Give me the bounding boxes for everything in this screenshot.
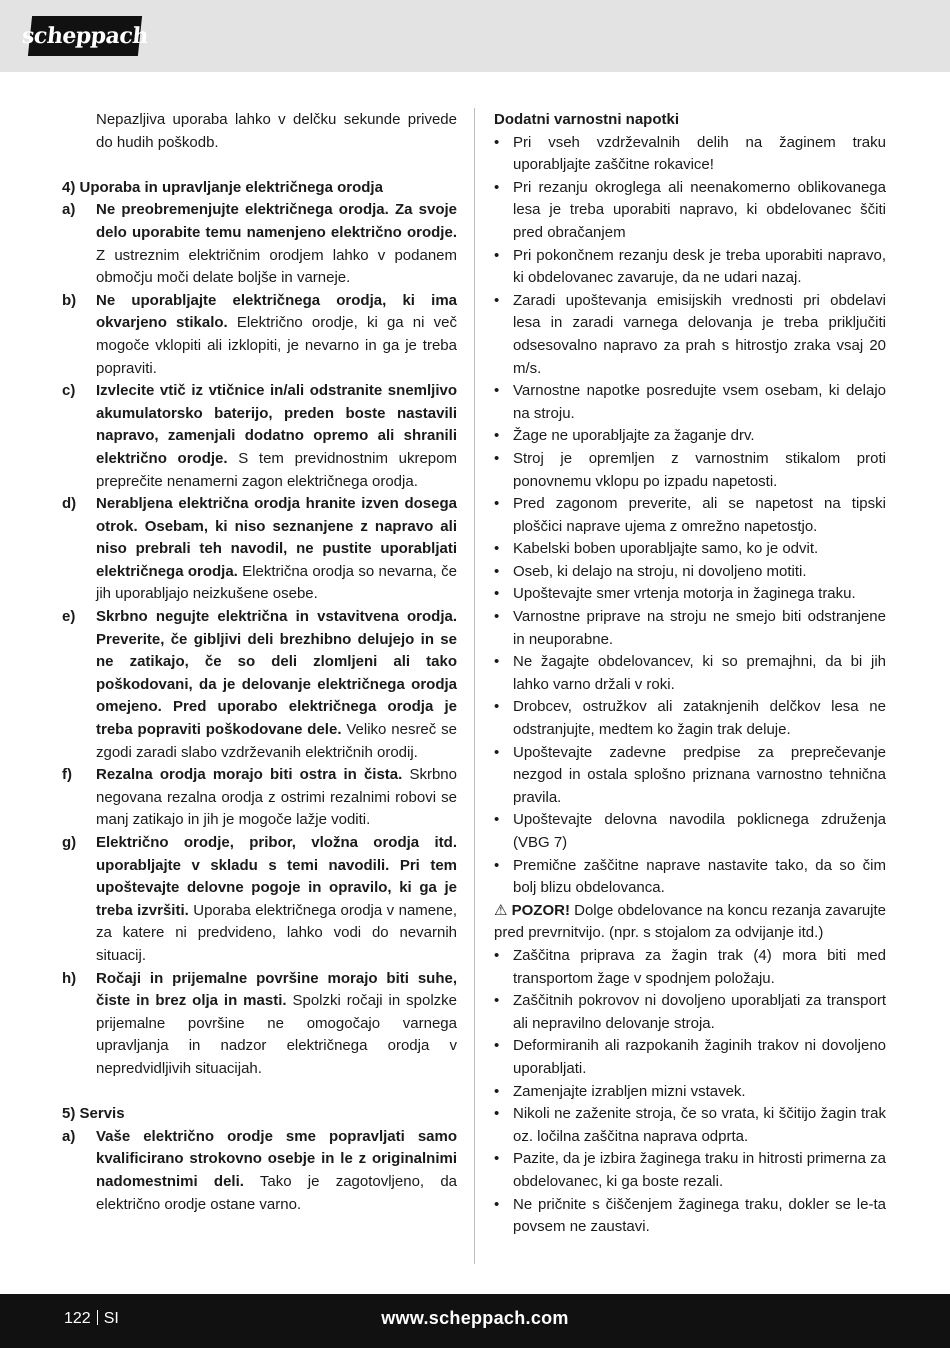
bullet-item (494, 290, 886, 380)
additional-safety-title: Dodatni varnostni napotki (494, 111, 680, 128)
instruction-item (62, 606, 457, 764)
item-text: Skrbno negovana rezalna orodja z ostrimi rezalnimi robovi se manj zatikajo in jih je mogoče lažje voditi. (96, 766, 457, 829)
item-bold-text: Električno orodje, pribor, vložna orodja itd. uporabljajte v skladu s temi navodili. Pri tem upoštevajte delovne pogoje in opravilo, ki ga je treba izvršiti. (96, 834, 457, 919)
bullet-dot-icon: • (494, 562, 500, 580)
item-letter: a) (62, 201, 76, 219)
section-4-list (62, 199, 457, 1080)
warning-label: POZOR! (511, 901, 570, 919)
bullet-item (494, 177, 886, 245)
instruction-item (62, 968, 457, 1081)
left-column (62, 109, 457, 1216)
bullet-item (494, 1148, 886, 1193)
bullet-text: Ne žagajte obdelovancev, ki so premajhni, da bi jih lahko varno držali v roki. (513, 653, 886, 693)
intro-paragraph: Nepazljiva uporaba lahko v delčku sekunde privede do hudih poškodb. (96, 111, 457, 151)
item-text: S tem previdnostnim ukrepom preprečite nenamerni zagon električnega orodja. (96, 449, 457, 490)
bullet-dot-icon: • (494, 653, 500, 671)
item-letter: a) (62, 1127, 76, 1145)
bullet-item (494, 809, 886, 854)
bullet-dot-icon: • (494, 1082, 500, 1100)
instruction-item (62, 380, 457, 493)
item-text: Električno orodje, ki ga ni več mogoče vklopiti ali izklopiti, je nevarno in ga je treba popraviti. (96, 314, 457, 377)
bullet-text: Upoštevajte smer vrtenja motorja in žaginega traku. (513, 585, 856, 603)
bullet-text: Stroj je opremljen z varnostnim stikalom proti ponovnemu vklopu po izpadu napetosti. (513, 449, 886, 490)
item-body (96, 606, 457, 764)
bullet-text: Pri vseh vzdrževalnih delih na žaginem traku uporabljajte zaščitne rokavice! (513, 133, 886, 174)
instruction-item (62, 493, 457, 606)
item-bold-text: Ročaji in prijemalne površine morajo biti suhe, čiste in brez olja in masti. (96, 969, 457, 1010)
item-text: Električna orodja so nevarna, če jih uporabljajo neizkušene osebe. (96, 562, 458, 603)
bullet-text: Zaradi upoštevanja emisijskih vrednosti pri obdelavi lesa in zaradi varnega delovanja je treba priključiti odsesovalno napravo za prah s hitrostjo zraka vsaj 20 m/s. (513, 291, 886, 377)
bullet-dot-icon: • (494, 291, 500, 309)
bullet-dot-icon: • (494, 178, 500, 196)
item-body (96, 290, 457, 380)
item-bold-text: Ne preobremenjujte električnega orodja. Za svoje delo uporabite temu namenjeno električno orodje. (96, 201, 457, 241)
bullet-item (494, 245, 886, 290)
bullet-dot-icon: • (494, 698, 500, 716)
bullet-item (494, 448, 886, 493)
safety-bullets-a (494, 132, 886, 900)
scheppach-logo: scheppach (28, 16, 142, 56)
item-bold-text: Nerabljena električna orodja hranite izven dosega otrok. Osebam, ki niso seznanjene z napravo ali niso prebrali teh navodil, ne pustite uporabljati električnega orodja. (96, 495, 457, 580)
item-bold-text: Skrbno negujte električna in vstavitvena orodja. Preverite, če gibljivi deli brezhibno delujejo in se ne zatikajo, če so deli zlomljeni ali tako poškodovani, da je delovanje električnega orodja omejeno. Pred uporabo električnega orodja je treba popraviti poškodovane dele. (96, 608, 457, 739)
bullet-dot-icon: • (494, 992, 500, 1010)
item-letter: h) (62, 969, 77, 987)
item-letter: e) (62, 608, 76, 626)
bullet-dot-icon: • (494, 495, 500, 513)
item-letter: f) (62, 766, 72, 784)
page-number-value: 122 (64, 1310, 91, 1327)
bullet-text: Pazite, da je izbira žaginega traku in hitrosti primerna za obdelovanec, ki ga boste rezali. (513, 1150, 886, 1190)
bullet-dot-icon: • (494, 382, 500, 400)
bullet-item (494, 1035, 886, 1080)
warning-text: Dolge obdelovance na koncu rezanja zavarujte pred prevrnitvijo. (npr. s stojalom za odvijanje itd.) (494, 901, 887, 942)
section-5-list (62, 1126, 457, 1216)
item-text: Tako je zagotovljeno, da električno orodje ostane varno. (96, 1172, 457, 1213)
bullet-dot-icon: • (494, 946, 500, 964)
bullet-item (494, 561, 886, 584)
bullet-item (494, 945, 886, 990)
item-bold-text: Rezalna orodja morajo biti ostra in čista. (96, 766, 403, 784)
item-text: Z ustreznim električnim orodjem lahko v podanem območju moči delate boljše in varneje. (96, 246, 457, 287)
bullet-text: Žage ne uporabljajte za žaganje drv. (513, 427, 755, 445)
item-letter: c) (62, 382, 76, 400)
warning-paragraph (494, 900, 886, 945)
section-4-title: 4) Uporaba in upravljanje električnega orodja (62, 178, 383, 196)
bullet-item (494, 855, 886, 900)
instruction-item (62, 764, 457, 832)
bullet-dot-icon: • (494, 449, 500, 467)
instruction-item (62, 199, 457, 289)
item-bold-text: Vaše električno orodje sme popravljati samo kvalificirano strokovno osebje in le z originalnimi nadomestnimi deli. (96, 1127, 457, 1190)
section-5-title: 5) Servis (62, 1105, 125, 1123)
bullet-text: Upoštevajte zadevne predpise za preprečevanje nezgod in ostala splošno priznana varnostno tehnična pravila. (513, 743, 886, 806)
bullet-dot-icon: • (494, 608, 500, 626)
bullet-dot-icon: • (494, 1105, 500, 1123)
item-letter: g) (62, 834, 77, 851)
bullet-text: Zaščitna priprava za žagin trak (4) mora biti med transportom žage v spodnjem položaju. (513, 946, 886, 987)
bullet-dot-icon: • (494, 1037, 500, 1055)
bullet-text: Zamenjajte izrabljen mizni vstavek. (513, 1082, 746, 1100)
bullet-dot-icon: • (494, 1195, 500, 1213)
bullet-item (494, 696, 886, 741)
bullet-dot-icon: • (494, 743, 500, 761)
bullet-dot-icon: • (494, 427, 500, 445)
instruction-item (62, 1126, 457, 1216)
warning-triangle-icon: ⚠ (494, 901, 508, 919)
bullet-text: Zaščitnih pokrovov ni dovoljeno uporabljati za transport ali nepravilno delovanje stroja. (513, 992, 886, 1032)
column-divider (474, 108, 475, 1264)
right-column (494, 109, 886, 1239)
bullet-text: Deformiranih ali razpokanih žaginih trakov ni dovoljeno uporabljati. (513, 1037, 886, 1077)
bullet-text: Pred zagonom preverite, ali se napetost na tipski ploščici naprave ujema z omrežno napetostjo. (513, 495, 886, 535)
item-body (96, 199, 457, 289)
bullet-item (494, 425, 886, 448)
bullet-item (494, 990, 886, 1035)
item-text: Spolzki ročaji in spolzke prijemalne površine ne omogočajo varnega upravljanja in nadzor električnega orodja v nepredvidljivih situacijah. (96, 992, 457, 1077)
bullet-text: Drobcev, ostružkov ali zataknjenih delčkov lesa ne odstranjujte, medtem ko žagin trak deluje. (513, 698, 886, 739)
bullet-text: Oseb, ki delajo na stroju, ni dovoljeno motiti. (513, 562, 807, 580)
bullet-dot-icon: • (494, 811, 500, 829)
bullet-text: Ne pričnite s čiščenjem žaginega traku, dokler se le-ta povsem ne zaustavi. (513, 1195, 886, 1236)
item-body (96, 493, 457, 606)
header-band (0, 0, 950, 72)
bullet-text: Nikoli ne zaženite stroja, če so vrata, ki ščitijo žagin trak oz. ločilna zaščitna naprava odprta. (513, 1105, 886, 1145)
bullet-dot-icon: • (494, 1150, 500, 1168)
website-url: www.scheppach.com (381, 1308, 569, 1328)
bullet-item (494, 1194, 886, 1239)
bullet-text: Varnostne priprave na stroju ne smejo biti odstranjene in neuporabne. (513, 608, 886, 648)
item-body (96, 380, 457, 493)
bullet-text: Pri rezanju okroglega ali neenakomerno oblikovanega lesa je treba uporabiti napravo, ki obdelovanec ščiti pred obračanjem (513, 178, 886, 241)
bullet-item (494, 380, 886, 425)
bullet-dot-icon: • (494, 585, 500, 603)
item-body (96, 832, 457, 968)
safety-bullets-b (494, 945, 886, 1239)
bullet-item (494, 583, 886, 606)
footer-band (0, 1294, 950, 1348)
instruction-item (62, 290, 457, 380)
instruction-item (62, 832, 457, 968)
item-bold-text: Ne uporabljajte električnega orodja, ki ima okvarjeno stikalo. (96, 291, 457, 332)
bullet-item (494, 538, 886, 561)
item-body (96, 1126, 457, 1216)
bullet-text: Varnostne napotke posredujte vsem osebam, ki delajo na stroju. (513, 382, 886, 422)
bullet-item (494, 1081, 886, 1104)
bullet-item (494, 742, 886, 810)
bullet-item (494, 1103, 886, 1148)
bullet-item (494, 651, 886, 696)
bullet-text: Kabelski boben uporabljajte samo, ko je odvit. (513, 540, 819, 558)
bullet-dot-icon: • (494, 246, 500, 264)
bullet-dot-icon: • (494, 856, 500, 874)
item-letter: b) (62, 291, 77, 309)
bullet-text: Upoštevajte delovna navodila poklicnega združenja (VBG 7) (513, 811, 886, 851)
item-body (96, 968, 457, 1081)
item-text: Uporaba električnega orodja v namene, za katere ni predvideno, lahko vodi do nevarnih situacij. (96, 901, 457, 964)
bullet-item (494, 132, 886, 177)
language-code: SI (103, 1310, 119, 1327)
bullet-text: Premične zaščitne naprave nastavite tako, da so čim bolj blizu obdelovanca. (513, 856, 886, 897)
bullet-dot-icon: • (494, 540, 500, 558)
bullet-item (494, 606, 886, 651)
bullet-text: Pri pokončnem rezanju desk je treba uporabiti napravo, ki obdelovanec zavaruje, da ne udari nazaj. (513, 246, 886, 287)
bullet-dot-icon: • (494, 133, 500, 151)
item-letter: d) (62, 495, 77, 513)
item-body (96, 764, 457, 832)
item-bold-text: Izvlecite vtič iz vtičnice in/ali odstranite snemljivo akumulatorsko baterijo, preden boste nastavili napravo, zamenjali dodatno opremo ali shranili električno orodje. (96, 382, 457, 467)
item-text: Veliko nesreč se zgodi zaradi slabo vzdrževanih električnih orodij. (96, 721, 457, 761)
bullet-item (494, 493, 886, 538)
